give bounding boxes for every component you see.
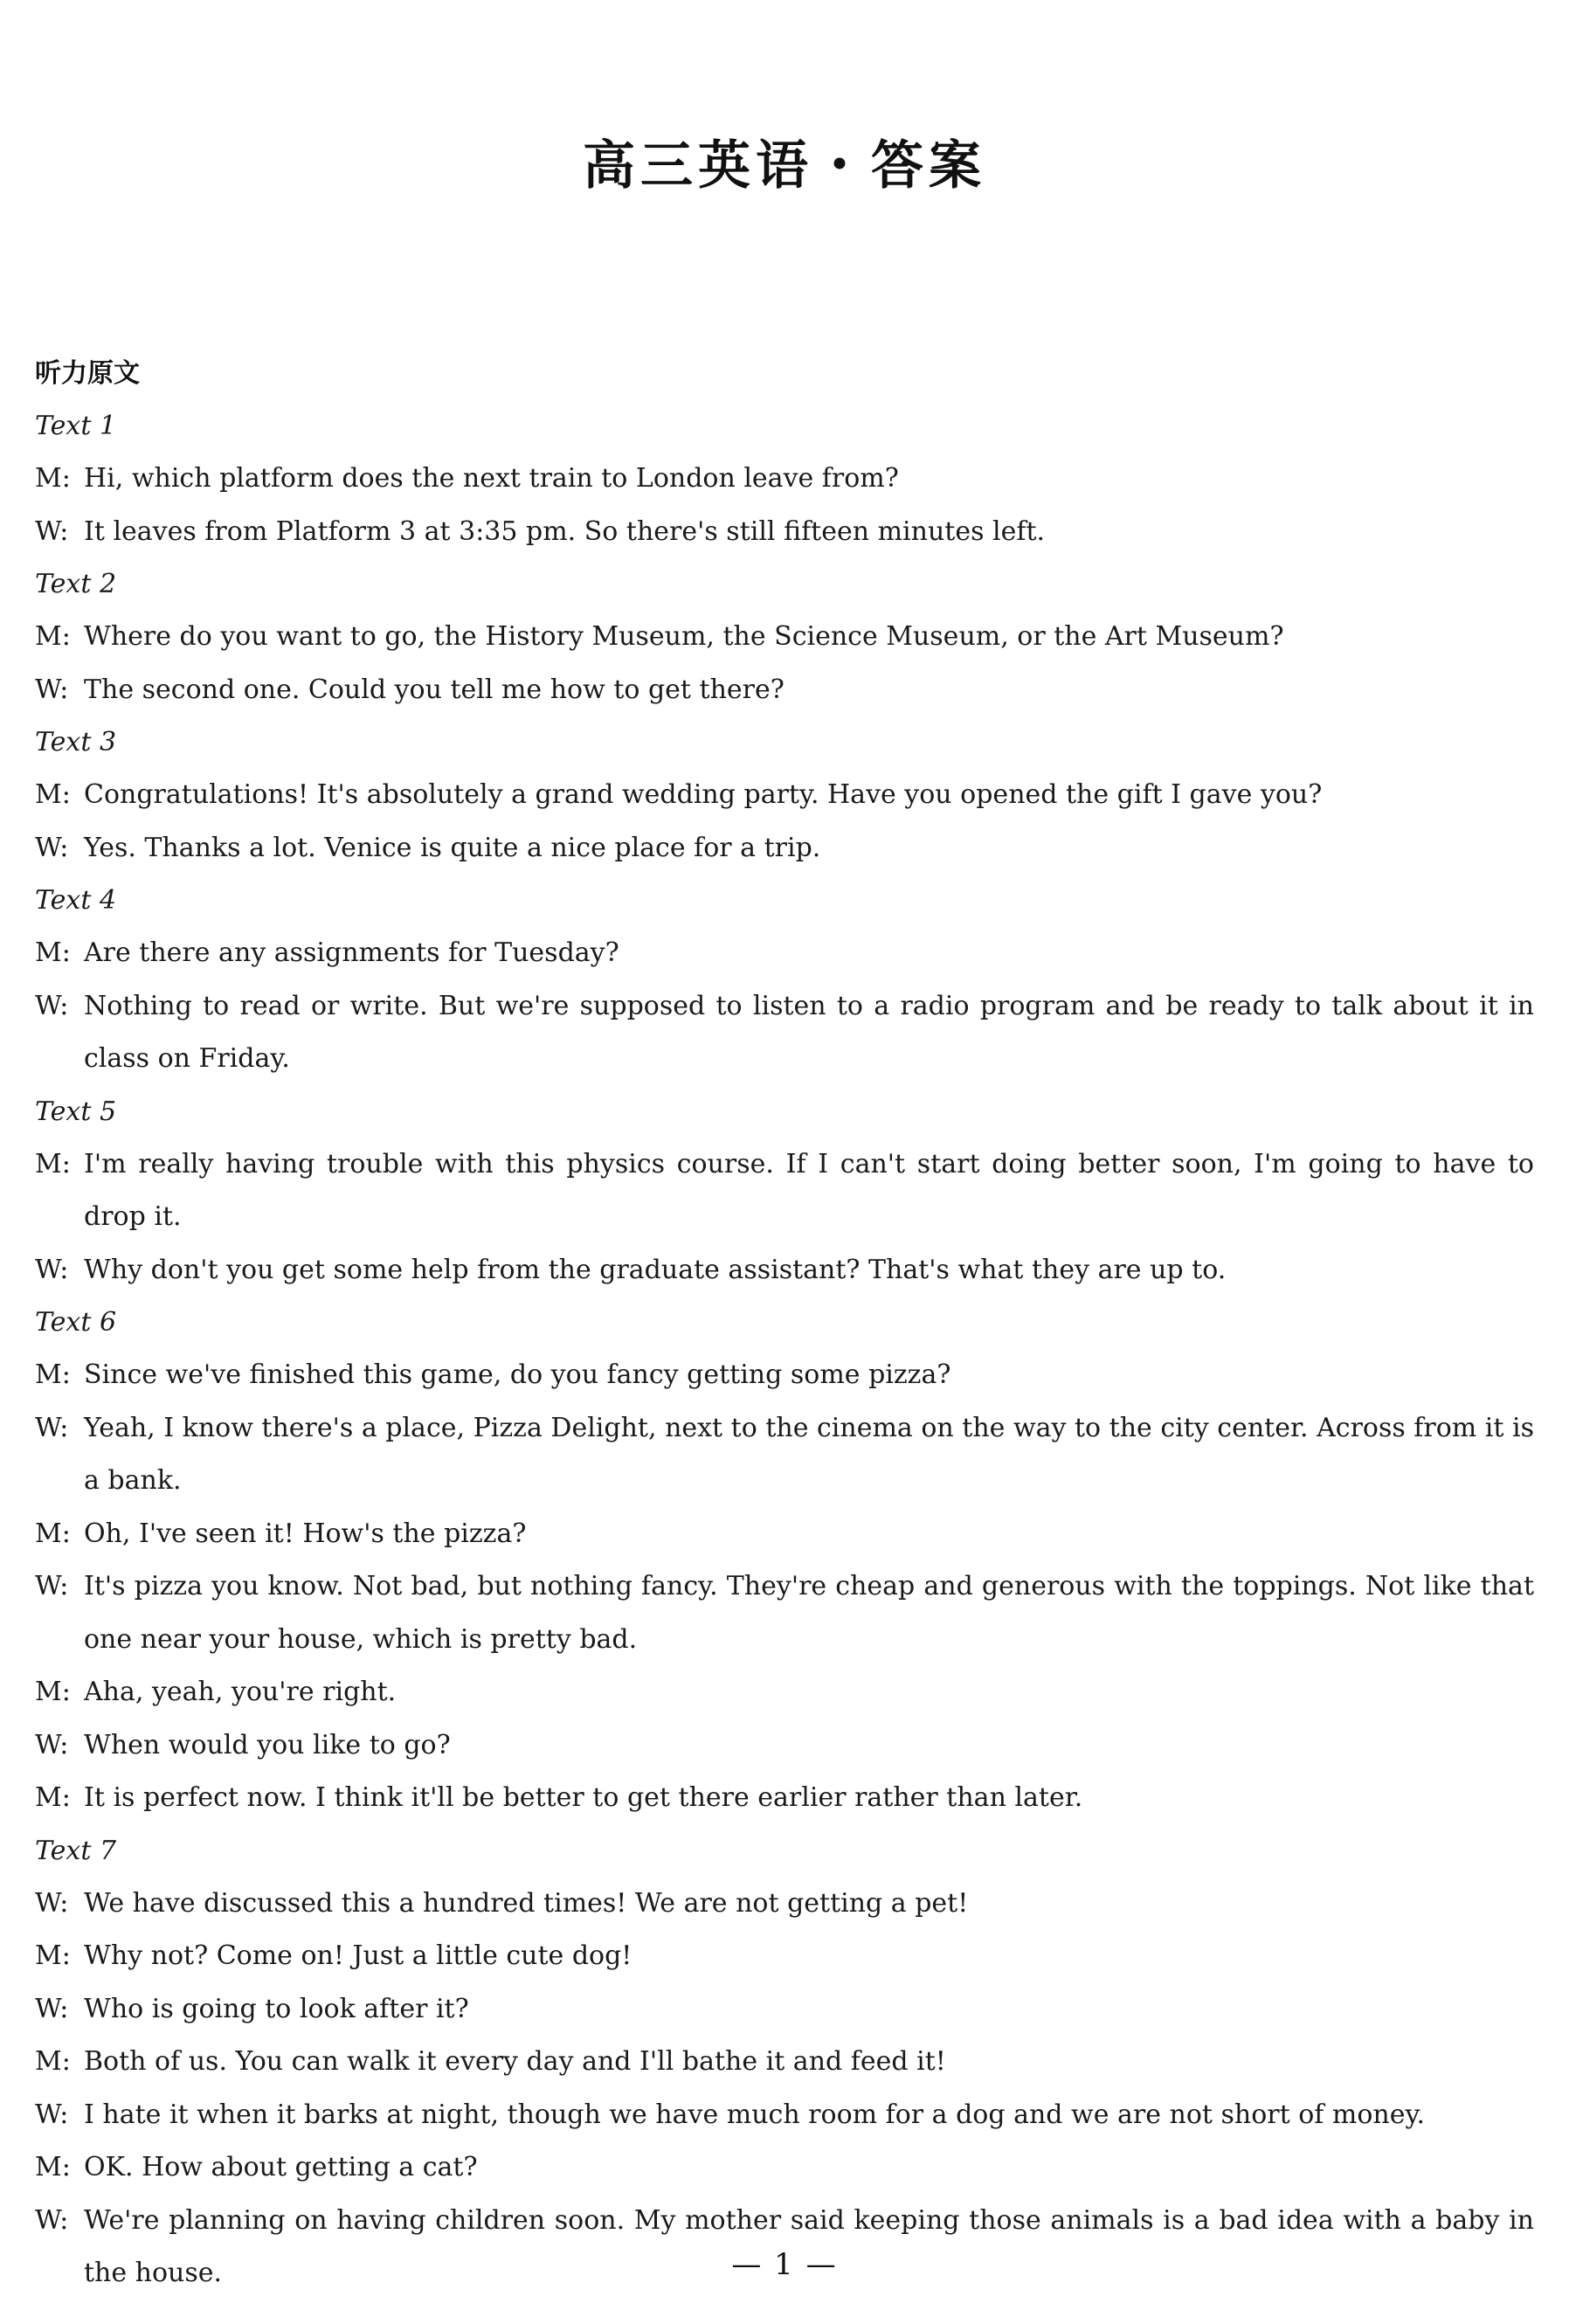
speaker-label: W: [35, 1887, 69, 1919]
dialogue-line [35, 453, 1534, 506]
utterance-text: Since we've finished this game, do you fancy getting some pizza? [84, 1359, 951, 1390]
utterance-text: Who is going to look after it? [84, 1993, 469, 2024]
transcript-text-block [35, 1825, 1534, 2300]
text-label: Text 5 [35, 1096, 117, 1127]
transcript-text-block [35, 716, 1534, 875]
dialogue-line [35, 1930, 1534, 1983]
dialogue-line [35, 1508, 1534, 1561]
speaker-label: W: [35, 832, 69, 863]
utterance-text: When would you like to go? [84, 1729, 451, 1760]
speaker-label: M: [35, 937, 71, 968]
dialogue-line [35, 980, 1534, 1086]
dialogue-line [35, 2089, 1534, 2142]
transcript-text-block [35, 400, 1534, 558]
utterance-text: Where do you want to go, the History Museum, the Science Museum, or the Art Museum? [84, 621, 1284, 652]
text-label: Text 6 [35, 1307, 117, 1338]
utterance-text: I hate it when it barks at night, though we have much room for a dog and we are not short of money. [84, 2099, 1425, 2130]
transcript-text-block [35, 558, 1534, 716]
page-title: 高三英语・答案 [583, 135, 986, 197]
utterance-text: Why not? Come on! Just a little cute dog! [84, 1940, 632, 1971]
utterance-text: Congratulations! It's absolutely a grand wedding party. Have you opened the gift I gave you? [84, 779, 1323, 810]
utterance-text: It's pizza you know. Not bad, but nothing fancy. They're cheap and generous with the toppings. Not like that one near your house, which is pretty bad. [84, 1571, 1534, 1655]
utterance-text: Yes. Thanks a lot. Venice is quite a nice place for a trip. [84, 832, 821, 863]
dialogue-line [35, 2036, 1534, 2089]
utterance-text: Nothing to read or write. But we're supposed to listen to a radio program and be ready to talk about it in class on Friday. [84, 990, 1534, 1074]
speaker-label: W: [35, 515, 69, 547]
speaker-label: W: [35, 990, 69, 1021]
utterance-text: Yeah, I know there's a place, Pizza Delight, next to the cinema on the way to the city center. Across from it is a bank. [84, 1412, 1534, 1496]
section-title: 听力原文 [35, 358, 140, 389]
texts-container [35, 400, 1534, 2300]
utterance-text: Are there any assignments for Tuesday? [84, 937, 619, 968]
speaker-label: M: [35, 1148, 71, 1179]
dialogue-line [35, 1349, 1534, 1402]
speaker-label: W: [35, 2099, 69, 2130]
dialogue-line [35, 506, 1534, 559]
speaker-label: M: [35, 1940, 71, 1971]
utterance-text: Aha, yeah, you're right. [84, 1677, 397, 1707]
dialogue-line [35, 822, 1534, 875]
page-number: — 1 — [731, 2247, 838, 2282]
speaker-label: M: [35, 1677, 71, 1707]
dialogue-line [35, 2141, 1534, 2195]
transcript-text-block [35, 875, 1534, 1086]
text-label: Text 4 [35, 885, 117, 916]
dialogue-line [35, 769, 1534, 822]
utterance-text: OK. How about getting a cat? [84, 2152, 478, 2182]
text-label: Text 2 [35, 569, 117, 599]
speaker-label: W: [35, 1412, 69, 1443]
dialogue-line [35, 1878, 1534, 1931]
dialogue-line [35, 1560, 1534, 1666]
utterance-text: Both of us. You can walk it every day and I'll bathe it and feed it! [84, 2046, 946, 2077]
utterance-text: It leaves from Platform 3 at 3:35 pm. So there's still fifteen minutes left. [84, 515, 1046, 547]
dialogue-line [35, 1402, 1534, 1508]
speaker-label: W: [35, 1729, 69, 1760]
speaker-label: W: [35, 1993, 69, 2024]
speaker-label: M: [35, 1782, 71, 1813]
utterance-text: The second one. Could you tell me how to get there? [84, 674, 784, 705]
speaker-label: M: [35, 463, 71, 494]
dialogue-line [35, 1983, 1534, 2037]
dialogue-line [35, 1138, 1534, 1244]
dialogue-line [35, 1666, 1534, 1719]
transcript-text-block [35, 1297, 1534, 1825]
dialogue-line [35, 927, 1534, 980]
speaker-label: M: [35, 621, 71, 652]
utterance-text: Oh, I've seen it! How's the pizza? [84, 1518, 527, 1549]
listening-transcript [35, 348, 1534, 2300]
utterance-text: Why don't you get some help from the graduate assistant? That's what they are up to. [84, 1254, 1227, 1285]
speaker-label: M: [35, 779, 71, 810]
speaker-label: M: [35, 1359, 71, 1390]
dialogue-line [35, 1719, 1534, 1773]
utterance-text: Hi, which platform does the next train to London leave from? [84, 463, 899, 494]
utterance-text: We have discussed this a hundred times! We are not getting a pet! [84, 1887, 969, 1919]
utterance-text: It is perfect now. I think it'll be better to get there earlier rather than later. [84, 1782, 1083, 1813]
text-label: Text 1 [35, 411, 117, 441]
text-label: Text 7 [35, 1835, 117, 1866]
speaker-label: M: [35, 1518, 71, 1549]
text-label: Text 3 [35, 727, 117, 757]
transcript-text-block [35, 1086, 1534, 1297]
speaker-label: M: [35, 2046, 71, 2077]
dialogue-line [35, 664, 1534, 717]
speaker-label: M: [35, 2152, 71, 2182]
dialogue-line [35, 611, 1534, 664]
dialogue-line [35, 1772, 1534, 1825]
speaker-label: W: [35, 2204, 69, 2236]
utterance-text: I'm really having trouble with this physics course. If I can't start doing better soon, I'm going to have to drop it. [84, 1148, 1534, 1232]
utterance-text: We're planning on having children soon. My mother said keeping those animals is a bad idea with a baby in the house. [84, 2204, 1534, 2288]
speaker-label: W: [35, 674, 69, 705]
speaker-label: W: [35, 1571, 69, 1601]
speaker-label: W: [35, 1254, 69, 1285]
dialogue-line [35, 1244, 1534, 1297]
